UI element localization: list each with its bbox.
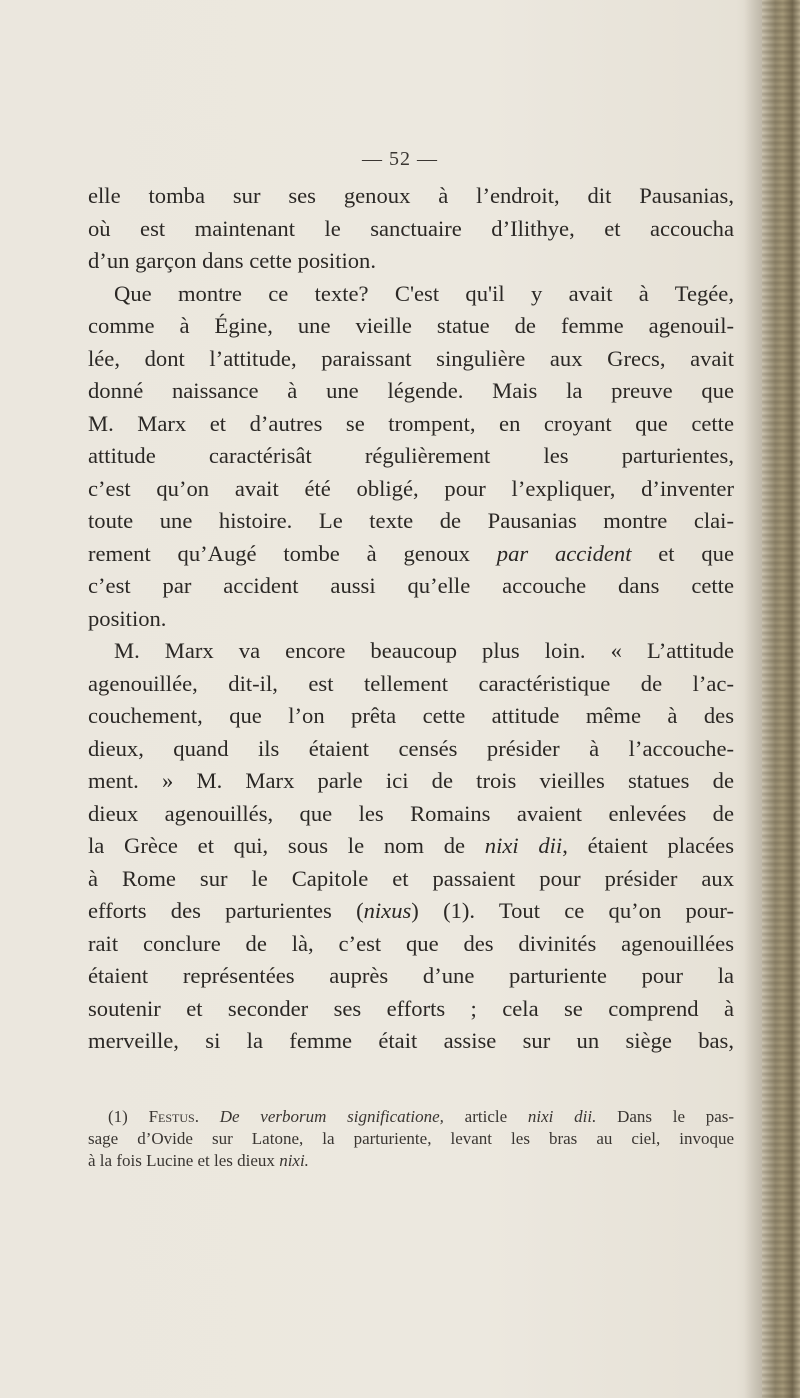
text-run: et que — [658, 540, 734, 566]
footnote-line: sage d’Ovide sur Latone, la parturiente, levant les bras au ciel, invoque — [88, 1129, 734, 1148]
text-line: comme à Égine, une vieille statue de femme agenouil- — [88, 313, 734, 338]
text-run: , étaient placées — [562, 833, 734, 858]
text-run: efforts des parturientes ( — [88, 898, 364, 923]
text-run: ) (1). Tout ce qu’on pour- — [411, 898, 734, 923]
text-line: attitude caractérisât régulièrement les parturientes, — [88, 443, 734, 468]
text-line: agenouillée, dit-il, est tellement caractéristique de l’ac- — [88, 670, 734, 696]
binding-shadow — [744, 0, 762, 1398]
text-line: position. — [88, 605, 167, 631]
text-line: c’est par accident aussi qu’elle accouche dans cette — [88, 573, 734, 598]
text-line: où est maintenant le sanctuaire d’Ilithye, et accoucha — [88, 215, 734, 241]
page-number: — 52 — — [362, 148, 438, 170]
body-text — [88, 180, 734, 1058]
text-line: M. Marx va encore beaucoup plus loin. « L’attitude — [114, 638, 734, 663]
text-run: Dans le pas- — [617, 1107, 735, 1126]
text-line: M. Marx et d’autres se trompent, en croyant que cette — [88, 410, 734, 436]
text-run: article — [464, 1107, 508, 1126]
text-run: rement qu’Augé tombe à genoux — [88, 540, 470, 566]
text-line-mixed — [88, 538, 734, 571]
text-line: ment. » M. Marx parle ici de trois vieilles statues de — [88, 768, 734, 793]
italic-term: nixi dii — [484, 833, 563, 858]
text-line: soutenir et seconder ses efforts ; cela se comprend à — [88, 995, 734, 1021]
italic-term: nixi. — [279, 1151, 309, 1170]
footnote-author: Festus. — [148, 1107, 199, 1126]
text-line-mixed — [88, 895, 734, 928]
italic-term: nixus — [363, 898, 412, 923]
text-line: lée, dont l’attitude, paraissant singulière aux Grecs, avait — [88, 345, 734, 371]
text-line: d’un garçon dans cette position. — [88, 248, 376, 273]
footnote-line — [88, 1106, 734, 1128]
text-line: merveille, si la femme était assise sur un siège bas, — [88, 1028, 734, 1053]
text-line: Que montre ce texte? C'est qu'il y avait à Tegée, — [114, 280, 734, 306]
book-binding-edge — [762, 0, 800, 1398]
footnote-line — [88, 1150, 734, 1172]
text-line: dieux agenouillés, que les Romains avaient enlevées de — [88, 800, 734, 826]
text-run: à la fois Lucine et les dieux — [88, 1151, 275, 1170]
text-line: couchement, que l’on prêta cette attitude même à des — [88, 703, 734, 728]
text-line-mixed — [88, 830, 734, 863]
text-line: toute une histoire. Le texte de Pausanias montre clai- — [88, 508, 734, 533]
text-line: elle tomba sur ses genoux à l’endroit, dit Pausanias, — [88, 183, 734, 208]
text-line: donné naissance à une légende. Mais la preuve que — [88, 378, 734, 403]
footnote-marker: (1) — [108, 1107, 128, 1126]
italic-term: nixi dii. — [527, 1107, 597, 1126]
text-line: à Rome sur le Capitole et passaient pour présider aux — [88, 865, 734, 891]
footnote-title: De verborum significatione, — [219, 1107, 444, 1126]
text-line: étaient représentées auprès d’une parturiente pour la — [88, 963, 734, 988]
text-line: dieux, quand ils étaient censés présider à l’accouche- — [88, 735, 734, 761]
text-line: rait conclure de là, c’est que des divinités agenouillées — [88, 930, 734, 956]
footnote — [88, 1106, 734, 1172]
text-run: la Grèce et qui, sous le nom de — [88, 833, 466, 858]
italic-emphasis: par accident — [496, 540, 632, 566]
text-line: c’est qu’on avait été obligé, pour l’expliquer, d’inventer — [88, 475, 734, 501]
